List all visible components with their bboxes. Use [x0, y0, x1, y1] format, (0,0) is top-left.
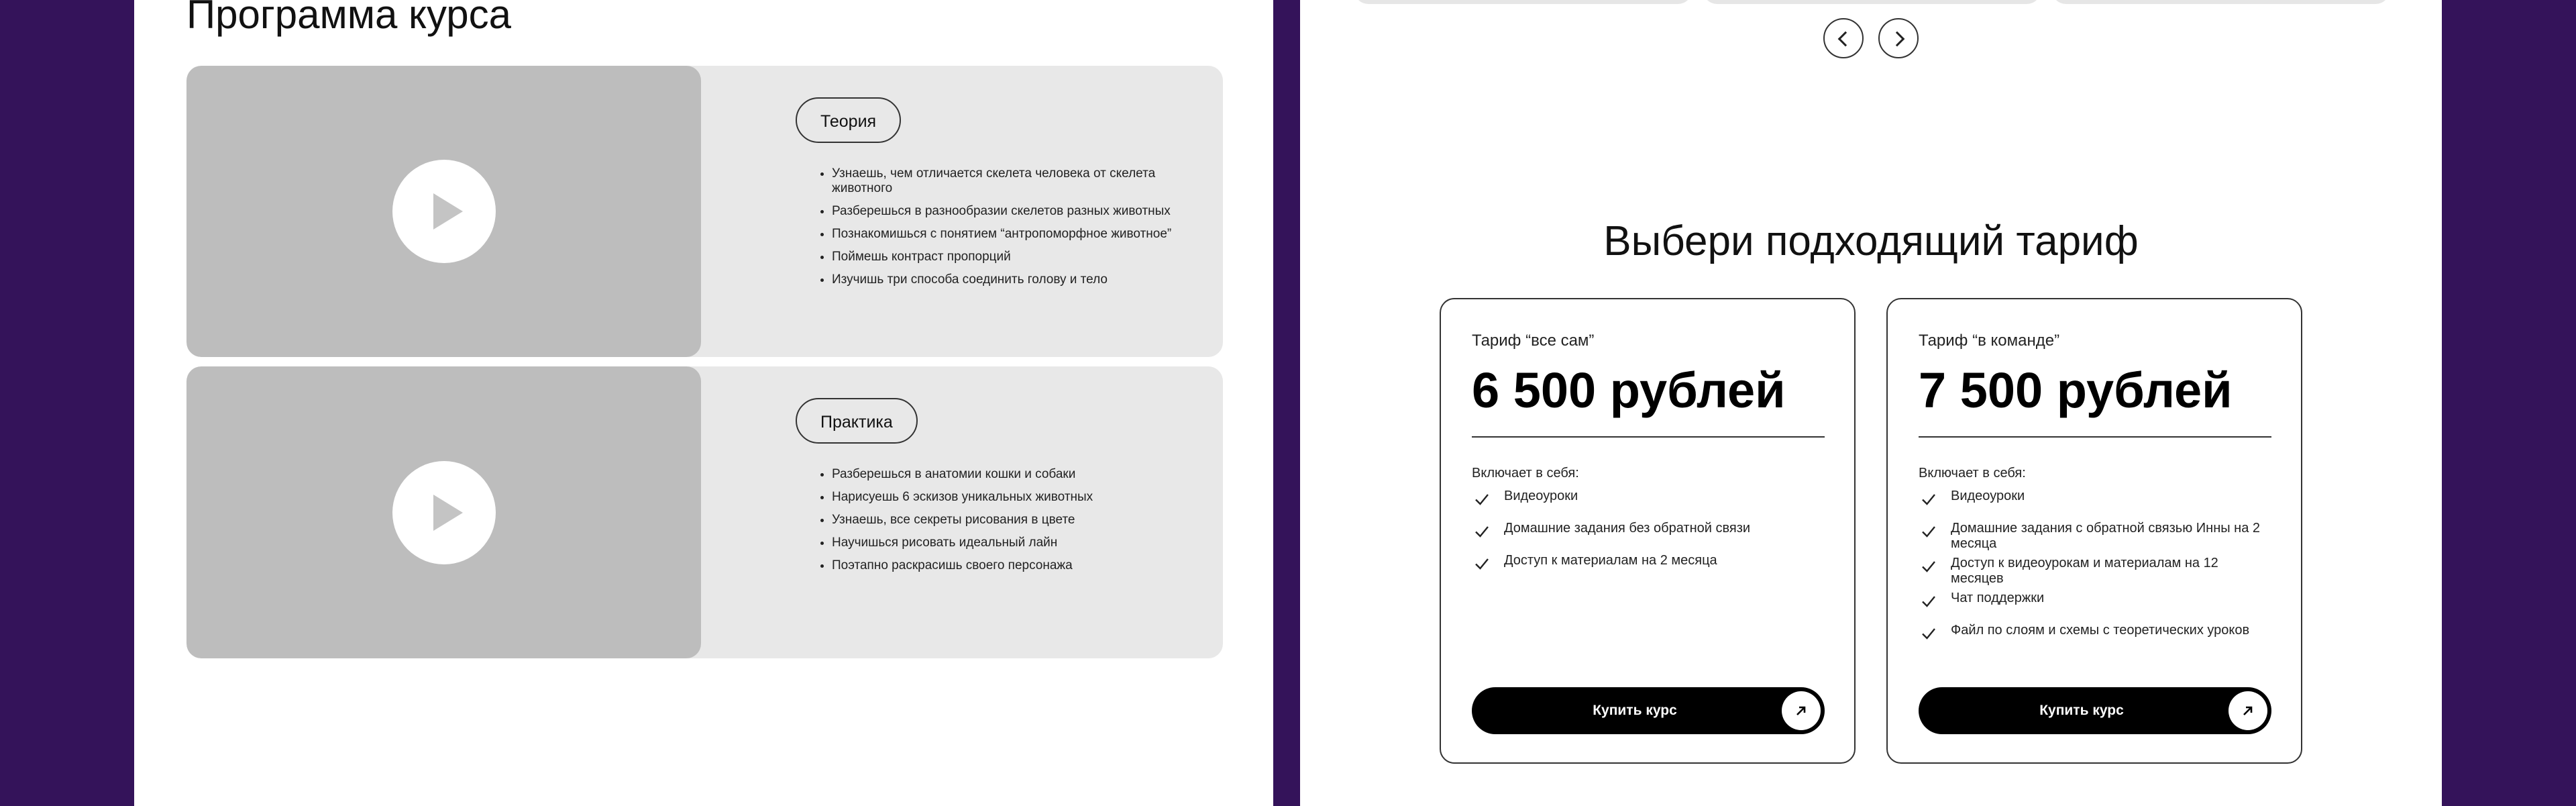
video-placeholder[interactable]	[186, 66, 701, 357]
feature-item	[1919, 521, 2267, 552]
includes-label: Включает в себя:	[1919, 466, 2026, 481]
tariff-card-team	[1886, 298, 2302, 764]
divider	[1472, 436, 1825, 438]
feature-text: Доступ к видеоурокам и материалам на 12 месяцев	[1951, 556, 2218, 586]
video-placeholder[interactable]	[186, 366, 701, 658]
tariff-title: Выбери подходящий тариф	[1603, 218, 2139, 264]
module-bullets	[813, 166, 1181, 295]
bullet-item: • Познакомишься с понятием “антропоморфное животное”	[832, 227, 1181, 242]
feature-item	[1919, 591, 2267, 619]
bullet-item: • Поймешь контраст пропорций	[832, 250, 1181, 264]
carousel-card[interactable]	[1703, 0, 2041, 4]
play-icon[interactable]	[392, 461, 496, 564]
buy-course-button[interactable]	[1919, 687, 2271, 734]
feature-list	[1919, 489, 2267, 655]
bullet-item: • Узнаешь, чем отличается скелета человека от скелета животного	[832, 166, 1181, 196]
buy-button-label: Купить курс	[2039, 703, 2124, 718]
chevron-left-icon[interactable]	[1823, 18, 1864, 58]
check-icon	[1920, 558, 1937, 575]
buy-course-button[interactable]	[1472, 687, 1825, 734]
carousel-card[interactable]	[1354, 0, 1693, 4]
check-icon	[1473, 523, 1491, 540]
feature-text: Файл по слоям и схемы с теоретических уроков	[1951, 623, 2250, 638]
tariff-card-solo	[1440, 298, 1856, 764]
check-icon	[1920, 593, 1937, 610]
feature-item	[1919, 623, 2267, 651]
module-theory	[186, 66, 1223, 357]
buy-button-label: Купить курс	[1593, 703, 1677, 718]
feature-list	[1472, 489, 1821, 585]
module-practice	[186, 366, 1223, 658]
feature-item	[1472, 521, 1821, 549]
check-icon	[1920, 625, 1937, 642]
module-bullets	[813, 467, 1181, 581]
includes-label: Включает в себя:	[1472, 466, 1579, 481]
bullet-item: • Разберешься в анатомии кошки и собаки	[832, 467, 1181, 482]
feature-text: Домашние задания без обратной связи	[1504, 521, 1751, 536]
feature-item	[1472, 553, 1821, 581]
check-icon	[1920, 523, 1937, 540]
tariff-section	[1300, 0, 2442, 806]
play-icon[interactable]	[392, 160, 496, 263]
tariff-price: 6 500 рублей	[1472, 362, 1786, 418]
feature-item	[1919, 489, 2267, 517]
check-icon	[1920, 491, 1937, 508]
bullet-item: • Узнаешь, все секреты рисования в цвете	[832, 513, 1181, 527]
chevron-right-icon[interactable]	[1878, 18, 1919, 58]
course-program-section	[134, 0, 1273, 806]
feature-text: Чат поддержки	[1951, 591, 2045, 605]
feature-item	[1472, 489, 1821, 517]
feature-text: Видеоуроки	[1951, 489, 2025, 503]
divider	[1919, 436, 2271, 438]
bullet-item: • Разберешься в разнообразии скелетов разных животных	[832, 204, 1181, 219]
feature-text: Домашние задания с обратной связью Инны на 2 месяца	[1951, 521, 2261, 551]
feature-text: Видеоуроки	[1504, 489, 1578, 503]
feature-item	[1919, 556, 2267, 587]
check-icon	[1473, 555, 1491, 572]
bullet-item: • Поэтапно раскрасишь своего персонажа	[832, 558, 1181, 573]
bullet-item: • Изучишь три способа соединить голову и тело	[832, 272, 1181, 287]
tariff-price: 7 500 рублей	[1919, 362, 2233, 418]
program-title: Программа курса	[186, 0, 512, 37]
tariff-name: Тариф “все сам”	[1472, 332, 1595, 350]
tariff-name: Тариф “в команде”	[1919, 332, 2060, 350]
carousel-card[interactable]	[2051, 0, 2390, 4]
feature-text: Доступ к материалам на 2 месяца	[1504, 553, 1717, 568]
module-tag-theory: Теория	[796, 97, 901, 143]
arrow-up-right-icon	[2229, 691, 2267, 730]
bullet-item: • Нарисуешь 6 эскизов уникальных животных	[832, 490, 1181, 505]
module-tag-practice: Практика	[796, 398, 918, 444]
bullet-item: • Научишься рисовать идеальный лайн	[832, 536, 1181, 550]
check-icon	[1473, 491, 1491, 508]
arrow-up-right-icon	[1782, 691, 1821, 730]
